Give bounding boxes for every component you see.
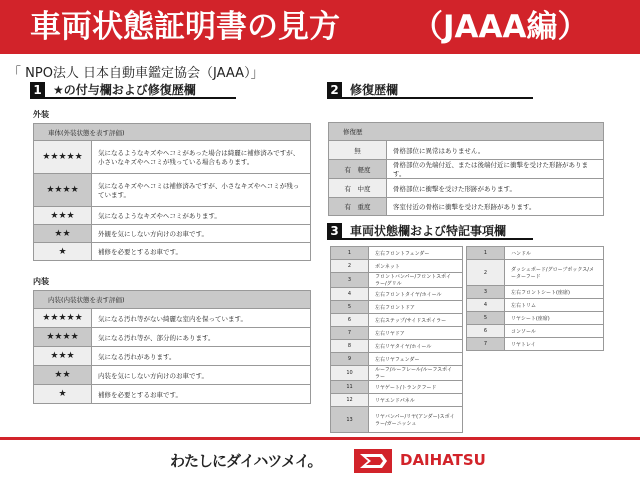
section-title: ★の付与欄および修復歴欄 bbox=[53, 83, 196, 97]
section-number: 1 bbox=[30, 82, 45, 97]
repair-level: 有 軽度 bbox=[329, 160, 387, 179]
section-title: 修復歴欄 bbox=[350, 83, 399, 97]
table-header: 車体(外装状態を表す評価) bbox=[34, 124, 311, 141]
section-title: 車両状態欄および特記事項欄 bbox=[350, 224, 507, 238]
section2-heading bbox=[327, 82, 533, 99]
part-number: 4 bbox=[467, 299, 505, 312]
table-row bbox=[467, 286, 604, 299]
star-rating: ★★★★★ bbox=[34, 309, 92, 328]
page-title: 車両状態証明書の見方 bbox=[30, 9, 340, 45]
part-number: 6 bbox=[331, 314, 369, 327]
table-row bbox=[467, 338, 604, 351]
description: 客室付近の骨格に衝撃を受けた形跡があります。 bbox=[387, 198, 604, 216]
repair-level: 無 bbox=[329, 141, 387, 160]
part-number: 2 bbox=[331, 260, 369, 273]
section-number: 3 bbox=[327, 223, 342, 238]
table-row bbox=[467, 325, 604, 338]
description: 補修を必要とするお車です。 bbox=[92, 243, 311, 261]
part-number: 4 bbox=[331, 288, 369, 301]
part-name: 左右フロントフェンダー bbox=[369, 247, 463, 260]
slogan-logo: わたしにダイハツメイ。 bbox=[170, 452, 322, 470]
table-row bbox=[331, 407, 463, 433]
table-row bbox=[34, 243, 311, 261]
star-rating: ★ bbox=[34, 385, 92, 404]
table-row bbox=[331, 353, 463, 366]
table-header: 修復歴 bbox=[329, 123, 604, 141]
table-row bbox=[329, 198, 604, 216]
part-name: 左右フロントドア bbox=[369, 301, 463, 314]
table-row bbox=[34, 385, 311, 404]
table-row bbox=[467, 312, 604, 325]
repair-level: 有 重度 bbox=[329, 198, 387, 216]
part-name: 左右トリム bbox=[505, 299, 604, 312]
table-row bbox=[331, 381, 463, 394]
part-name: ダッシュボード/グローブボックス/メーターフード bbox=[505, 260, 604, 286]
part-number: 9 bbox=[331, 353, 369, 366]
table-row bbox=[34, 207, 311, 225]
table-row bbox=[331, 314, 463, 327]
description: 外観を気にしない方向けのお車です。 bbox=[92, 225, 311, 243]
table-row bbox=[34, 141, 311, 174]
part-name: 左右リヤフェンダー bbox=[369, 353, 463, 366]
description: 補修を必要とするお車です。 bbox=[92, 385, 311, 404]
repair-level: 有 中度 bbox=[329, 179, 387, 198]
part-name: フロントバンパー/フロントスポイラー/グリル bbox=[369, 273, 463, 288]
description: 気になる汚れ等が、部分的にあります。 bbox=[92, 328, 311, 347]
part-name: 左右フロントシート(座席) bbox=[505, 286, 604, 299]
star-rating: ★★★ bbox=[34, 347, 92, 366]
part-number: 6 bbox=[467, 325, 505, 338]
interior-table bbox=[33, 290, 311, 404]
part-number: 10 bbox=[331, 366, 369, 381]
table-row bbox=[329, 141, 604, 160]
part-number: 5 bbox=[467, 312, 505, 325]
exterior-parts-table bbox=[330, 246, 463, 433]
star-rating: ★★★★ bbox=[34, 328, 92, 347]
table-row bbox=[331, 247, 463, 260]
description: 骨格部位に衝撃を受けた形跡があります。 bbox=[387, 179, 604, 198]
table-header: 内装(内装状態を表す評価) bbox=[34, 291, 311, 309]
table-row bbox=[329, 179, 604, 198]
description: 気になるようなキズやヘコミがあります。 bbox=[92, 207, 311, 225]
table-row bbox=[467, 299, 604, 312]
table-row bbox=[34, 309, 311, 328]
daihatsu-logo-icon bbox=[354, 449, 392, 473]
section3-heading bbox=[327, 223, 533, 240]
part-name: 左右リヤタイヤ/ホイール bbox=[369, 340, 463, 353]
table-row bbox=[329, 160, 604, 179]
brand-name: DAIHATSU bbox=[400, 451, 486, 469]
table-row bbox=[331, 394, 463, 407]
part-name: コンソール bbox=[505, 325, 604, 338]
divider bbox=[0, 437, 640, 440]
section-number: 2 bbox=[327, 82, 342, 97]
table-row bbox=[331, 301, 463, 314]
table-row bbox=[331, 273, 463, 288]
star-rating: ★★★★ bbox=[34, 174, 92, 207]
part-number: 3 bbox=[331, 273, 369, 288]
part-name: ボンネット bbox=[369, 260, 463, 273]
table-row bbox=[331, 288, 463, 301]
star-rating: ★★★★★ bbox=[34, 141, 92, 174]
part-number: 7 bbox=[331, 327, 369, 340]
star-rating: ★★ bbox=[34, 366, 92, 385]
part-number: 11 bbox=[331, 381, 369, 394]
part-number: 13 bbox=[331, 407, 369, 433]
part-name: 左右フロントタイヤ/ホイール bbox=[369, 288, 463, 301]
table-row bbox=[34, 328, 311, 347]
part-number: 8 bbox=[331, 340, 369, 353]
table-row bbox=[331, 340, 463, 353]
exterior-table bbox=[33, 123, 311, 261]
title-banner bbox=[0, 0, 640, 54]
table-row bbox=[467, 260, 604, 286]
part-number: 1 bbox=[331, 247, 369, 260]
part-name: ハンドル bbox=[505, 247, 604, 260]
description: 気になるようなキズやヘコミがあった場合は綺麗に補修済みですが、小さいなキズやヘコミが残っている場合もあります。 bbox=[92, 141, 311, 174]
table-row bbox=[34, 347, 311, 366]
part-name: リヤエンドパネル bbox=[369, 394, 463, 407]
part-name: リヤシート(座席) bbox=[505, 312, 604, 325]
description: 内装を気にしない方向けのお車です。 bbox=[92, 366, 311, 385]
part-name: リヤトレイ bbox=[505, 338, 604, 351]
star-rating: ★★★ bbox=[34, 207, 92, 225]
part-number: 1 bbox=[467, 247, 505, 260]
description: 骨格部位に異常はありません。 bbox=[387, 141, 604, 160]
table-row bbox=[331, 366, 463, 381]
interior-label: 内装 bbox=[33, 277, 49, 286]
part-number: 3 bbox=[467, 286, 505, 299]
interior-parts-table bbox=[466, 246, 604, 351]
table-row bbox=[331, 260, 463, 273]
part-name: 左右ステップ/サイドスポイラー bbox=[369, 314, 463, 327]
repair-history-table bbox=[328, 122, 604, 216]
part-number: 7 bbox=[467, 338, 505, 351]
part-name: リヤゲート/トランクフード bbox=[369, 381, 463, 394]
part-name: ルーフ/ルーフレール/ルーフスポイラー bbox=[369, 366, 463, 381]
part-number: 5 bbox=[331, 301, 369, 314]
page-title-suffix: （JAAA編） bbox=[412, 9, 589, 45]
description: 気になるキズやヘコミは補修済みですが、小さなキズやヘコミが残っています。 bbox=[92, 174, 311, 207]
subtitle: 「 NPO法人 日本自動車鑑定協会（JAAA）」 bbox=[8, 66, 264, 81]
table-row bbox=[467, 247, 604, 260]
table-row bbox=[34, 225, 311, 243]
table-row bbox=[331, 327, 463, 340]
star-rating: ★★ bbox=[34, 225, 92, 243]
description: 気になる汚れ等がない綺麗な室内を保っています。 bbox=[92, 309, 311, 328]
part-number: 2 bbox=[467, 260, 505, 286]
description: 気になる汚れがあります。 bbox=[92, 347, 311, 366]
table-row bbox=[34, 366, 311, 385]
part-number: 12 bbox=[331, 394, 369, 407]
part-name: リヤバンパー/リヤ(アンダー)スポイラー/ガーニッシュ bbox=[369, 407, 463, 433]
part-name: 左右リヤドア bbox=[369, 327, 463, 340]
star-rating: ★ bbox=[34, 243, 92, 261]
exterior-label: 外装 bbox=[33, 110, 49, 119]
section1-heading bbox=[30, 82, 236, 99]
table-row bbox=[34, 174, 311, 207]
description: 骨格部位の先端付近、または後端付近に衝撃を受けた形跡があります。 bbox=[387, 160, 604, 179]
